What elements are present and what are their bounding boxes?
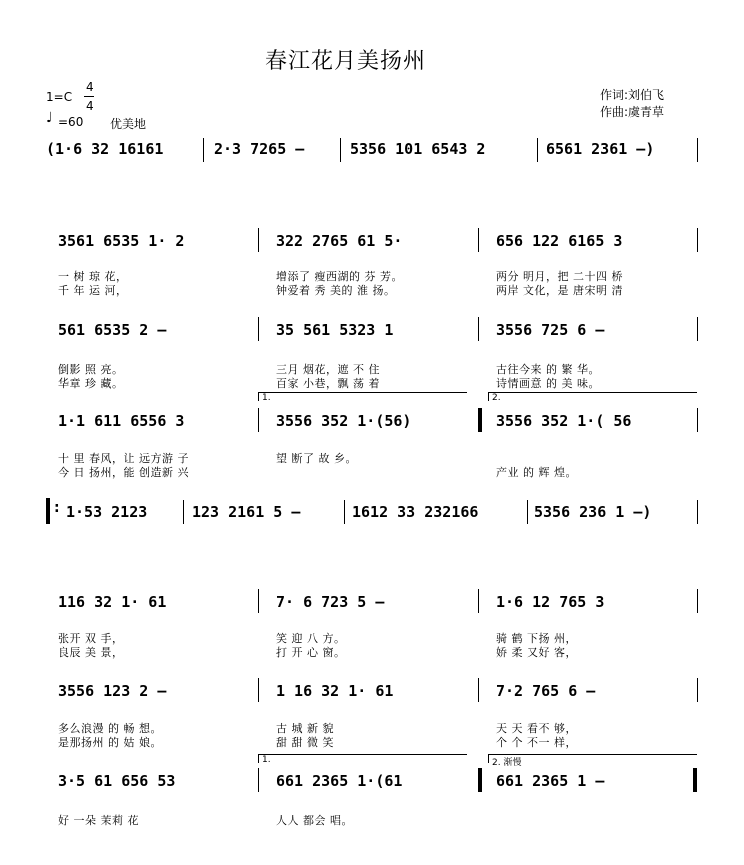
- row2-lyric1-a: 一 树 琼 花，: [58, 270, 128, 283]
- row4-measure2: 3556 352 1·(56): [276, 412, 412, 430]
- row3-lyric1-b: 三月 烟花，遮 不 住: [276, 363, 380, 376]
- row5-measure4: 5356 236 1 —): [534, 503, 652, 521]
- barline: [183, 500, 184, 524]
- barline: [697, 500, 698, 524]
- barline: [537, 138, 538, 162]
- row5-measure3: 1612 33 232166: [352, 503, 479, 521]
- row7-measure2: 1 16 32 1· 61: [276, 682, 394, 700]
- barline: [697, 317, 698, 341]
- row3-measure1: 561 6535 2 —: [58, 321, 167, 339]
- row8-measure2: 661 2365 1·(61: [276, 772, 403, 790]
- barline: [478, 228, 479, 252]
- row4-measure1: 1·1 611 6556 3: [58, 412, 185, 430]
- row2-measure2: 322 2765 61 5·: [276, 232, 403, 250]
- row7-lyric1-b: 古 城 新 貌: [276, 722, 334, 735]
- row7-lyric1-c: 天 天 看不 够，: [496, 722, 577, 735]
- row7-lyric2-c: 个 个 不一 样，: [496, 736, 577, 749]
- row5-measure1: 1·53 2123: [66, 503, 148, 521]
- row3-lyric1-c: 古往今来 的 繁 华。: [496, 363, 600, 376]
- barline: [258, 678, 259, 702]
- key-signature: 1=C: [46, 90, 73, 104]
- row4-measure3: 3556 352 1·( 56: [496, 412, 632, 430]
- barline: [258, 228, 259, 252]
- row6-measure1: 116 32 1· 61: [58, 593, 167, 611]
- barline: [340, 138, 341, 162]
- row1-measure2: 2·3 7265 —: [214, 140, 305, 158]
- row8-measure3: 661 2365 1 —: [496, 772, 605, 790]
- row6-lyric1-b: 笑 迎 八 方。: [276, 632, 346, 645]
- row2-lyric2-c: 两岸 文化，是 唐宋明 清: [496, 284, 623, 297]
- row2-measure1: 3561 6535 1· 2: [58, 232, 185, 250]
- repeat-dots: :: [54, 500, 60, 516]
- expression-marking: 优美地: [110, 117, 147, 131]
- barline: [478, 317, 479, 341]
- row7-measure3: 7·2 765 6 —: [496, 682, 596, 700]
- row6-lyric1-c: 骑 鹤 下扬 州，: [496, 632, 577, 645]
- repeat-end-barline: [478, 408, 482, 432]
- final-barline: [693, 768, 697, 792]
- barline: [203, 138, 204, 162]
- barline: [478, 678, 479, 702]
- barline: [344, 500, 345, 524]
- row6-lyric2-b: 打 开 心 窗。: [276, 646, 346, 659]
- row4-lyric2-c: 产业 的 辉 煌。: [496, 466, 577, 479]
- row5-measure2: 123 2161 5 —: [192, 503, 301, 521]
- barline: [697, 408, 698, 432]
- row2-lyric1-c: 两分 明月，把 二十四 桥: [496, 270, 623, 283]
- time-signature-top: 4: [86, 80, 94, 94]
- barline: [258, 408, 259, 432]
- row6-measure2: 7· 6 723 5 —: [276, 593, 385, 611]
- barline: [697, 228, 698, 252]
- row1-measure1: (1·6 32 16161: [46, 140, 164, 158]
- barline: [258, 317, 259, 341]
- row3-measure2: 35 561 5323 1: [276, 321, 394, 339]
- volta-2: 2.: [488, 392, 697, 401]
- volta-1: 1.: [258, 392, 467, 401]
- row4-lyric1-b: 望 断了 故 乡。: [276, 452, 357, 465]
- barline: [258, 768, 259, 792]
- barline: [527, 500, 528, 524]
- row2-lyric2-a: 千 年 运 河，: [58, 284, 128, 297]
- barline: [697, 678, 698, 702]
- row3-lyric2-b: 百家 小巷，飘 荡 着: [276, 377, 380, 390]
- row4-lyric2-a: 今 日 扬州，能 创造新 兴: [58, 466, 189, 479]
- barline: [258, 589, 259, 613]
- tempo-marking: =60: [58, 115, 84, 129]
- row8-measure1: 3·5 61 656 53: [58, 772, 176, 790]
- volta-2-ending: 2. 渐慢: [488, 754, 697, 763]
- row7-lyric2-b: 甜 甜 微 笑: [276, 736, 334, 749]
- quarter-note-icon: ♩: [46, 110, 53, 126]
- row6-lyric2-a: 良辰 美 景，: [58, 646, 124, 659]
- row3-lyric1-a: 倒影 照 亮。: [58, 363, 124, 376]
- row6-lyric1-a: 张开 双 手，: [58, 632, 124, 645]
- row7-measure1: 3556 123 2 —: [58, 682, 167, 700]
- row7-lyric1-a: 多么浪漫 的 畅 想。: [58, 722, 162, 735]
- row1-measure4: 6561 2361 —): [546, 140, 655, 158]
- row1-measure3: 5356 101 6543 2: [350, 140, 486, 158]
- row4-lyric1-a: 十 里 春风，让 远方游 子: [58, 452, 189, 465]
- row3-measure3: 3556 725 6 —: [496, 321, 605, 339]
- row7-lyric2-a: 是那扬州 的 姑 娘。: [58, 736, 162, 749]
- row3-lyric2-c: 诗情画意 的 美 味。: [496, 377, 600, 390]
- barline: [697, 138, 698, 162]
- composer-credit: 作曲:虞青草: [600, 105, 665, 119]
- row2-lyric1-b: 增添了 瘦西湖的 芬 芳。: [276, 270, 403, 283]
- time-signature-bottom: 4: [86, 99, 94, 113]
- row6-measure3: 1·6 12 765 3: [496, 593, 605, 611]
- row3-lyric2-a: 华章 珍 藏。: [58, 377, 124, 390]
- lyricist-credit: 作词:刘伯飞: [600, 88, 665, 102]
- time-signature-divider: [84, 96, 94, 97]
- repeat-end-barline: [478, 768, 482, 792]
- song-title: 春江花月美扬州: [265, 49, 427, 74]
- row2-lyric2-b: 钟爱着 秀 美的 淮 扬。: [276, 284, 396, 297]
- row8-lyric1-a: 好 一朵 茉莉 花: [58, 814, 139, 827]
- repeat-start-barline: [46, 498, 50, 524]
- barline: [697, 589, 698, 613]
- row8-lyric1-b: 人人 都会 唱。: [276, 814, 353, 827]
- row2-measure3: 656 122 6165 3: [496, 232, 623, 250]
- row6-lyric2-c: 娇 柔 又好 客，: [496, 646, 577, 659]
- barline: [478, 589, 479, 613]
- volta-1-ending: 1.: [258, 754, 467, 763]
